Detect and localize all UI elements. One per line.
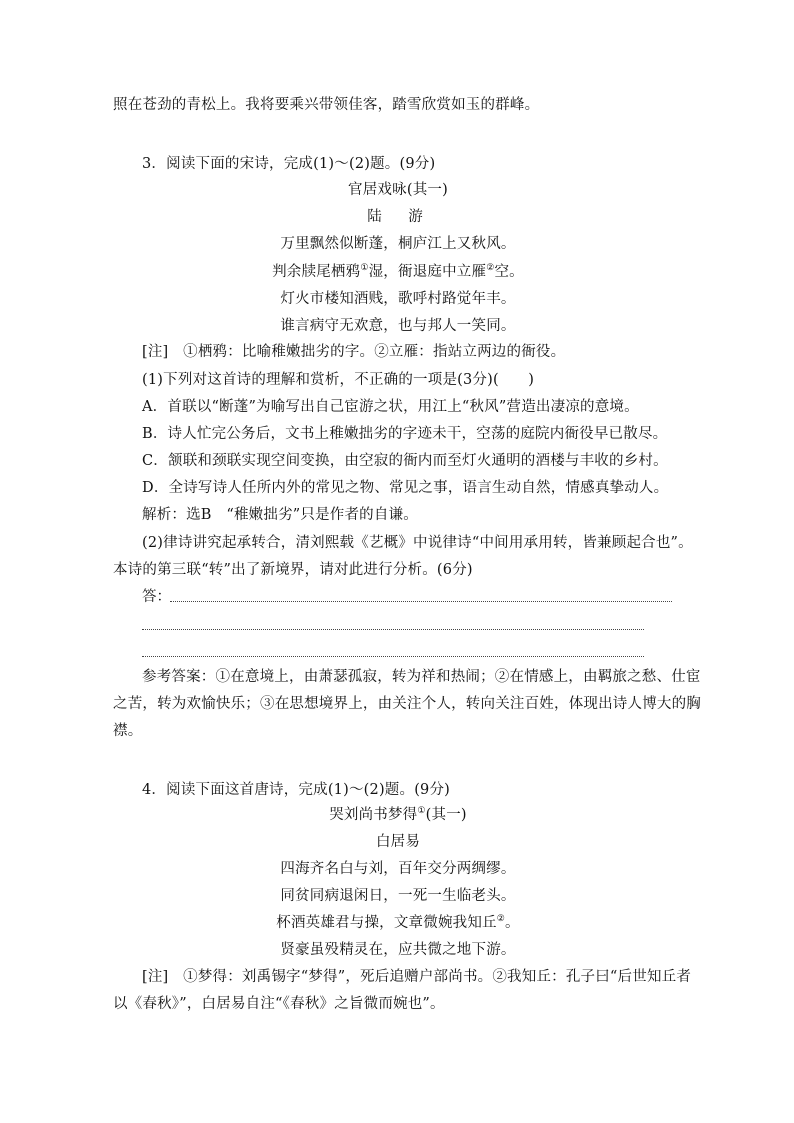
q3-poem-line-2-part-b: 湿，衙退庭中立雁 (368, 264, 487, 280)
q4-poem-line-4: 贤豪虽殁精灵在，应共微之地下游。 (280, 942, 516, 958)
q4-poem-author: 白居易 (375, 834, 421, 850)
q4-notes-line-1: [注] ①梦得：刘禹锡字“梦得”，死后追赠户部尚书。②我知丘：孔子曰“后世知丘者 (142, 969, 692, 985)
q3-poem-line-2-part-a: 判余牍尾栖鸦 (272, 264, 361, 280)
q4-poem-title (113, 805, 683, 825)
q4-notes-line-2: 以《春秋》”，白居易自注“《春秋》之旨微而婉也”。 (113, 996, 445, 1012)
q4-heading: 4．阅读下面这首唐诗，完成(1)～(2)题。(9分) (142, 782, 451, 798)
q3-poem-line-2 (113, 262, 683, 282)
q3-option-a: A．首联以“断蓬”为喻写出自己宦游之状，用江上“秋风”营造出凄凉的意境。 (142, 399, 639, 415)
q3-sub2-line-1: (2)律诗讲究起承转合，清刘熙载《艺概》中说律诗“中间用承用转，皆兼顾起合也”。 (142, 535, 693, 551)
answer-label: 答： (142, 589, 171, 605)
answer-line-2[interactable] (142, 629, 644, 630)
q3-poem-line-2-part-c: 空。 (494, 264, 524, 280)
q3-option-c: C．颔联和颈联实现空间变换，由空寂的衙内而至灯火通明的酒楼与丰收的乡村。 (142, 453, 668, 469)
q3-sub1-stem: (1)下列对这首诗的理解和赏析，不正确的一项是(3分)( ) (142, 372, 535, 388)
q3-notes: [注] ①栖鸦：比喻稚嫩拙劣的字。②立雁：指站立两边的衙役。 (142, 344, 566, 360)
note-marker-1: ① (360, 263, 369, 273)
note-marker-2: ② (496, 914, 506, 924)
q3-option-d: D．全诗写诗人任所内外的常见之物、常见之事，语言生动自然，情感真挚动人。 (142, 480, 669, 496)
q3-heading: 3．阅读下面的宋诗，完成(1)～(2)题。(9分) (142, 156, 436, 172)
q3-analysis: 解析：选B “稚嫩拙劣”只是作者的自谦。 (142, 507, 418, 523)
q4-poem-title-suffix: (其一) (425, 807, 467, 823)
q3-poem-line-1: 万里飘然似断蓬，桐庐江上又秋风。 (280, 236, 516, 252)
q3-poem-line-3: 灯火市楼知酒贱，歌呼村路觉年丰。 (280, 291, 516, 307)
q4-poem-line-3 (113, 913, 683, 933)
q3-reference-line-3: 襟。 (113, 723, 143, 739)
answer-line-3[interactable] (142, 656, 644, 657)
note-marker-1: ① (417, 806, 426, 816)
q3-reference-line-2: 之苦，转为欢愉快乐；③在思想境界上，由关注个人，转向关注百姓，体现出诗人博大的胸 (113, 696, 701, 712)
q4-poem-line-2: 同贫同病退闲日，一死一生临老头。 (280, 888, 516, 904)
q3-poem-line-4: 谁言病守无欢意，也与邦人一笑同。 (280, 318, 516, 334)
q4-poem-title-main: 哭刘尚书梦得 (329, 807, 418, 823)
q3-sub2-line-2: 本诗的第三联“转”出了新境界，请对此进行分析。(6分) (113, 562, 473, 578)
continuation-text: 照在苍劲的青松上。我将要乘兴带领佳客，踏雪欣赏如玉的群峰。 (113, 97, 540, 113)
q4-poem-line-1: 四海齐名白与刘，百年交分两绸缪。 (280, 861, 516, 877)
q4-poem-line-3-end: 。 (505, 915, 520, 931)
q3-reference-line-1: 参考答案：①在意境上，由萧瑟孤寂，转为祥和热闹；②在情感上，由羁旅之愁、仕宦 (142, 669, 701, 685)
note-marker-2: ② (486, 263, 495, 273)
q3-option-b: B．诗人忙完公务后，文书上稚嫩拙劣的字迹未干，空荡的庭院内衙役早已散尽。 (142, 426, 668, 442)
q3-poem-author: 陆 游 (367, 209, 429, 225)
q3-poem-title: 官居戏咏(其一) (348, 182, 448, 198)
answer-line-1[interactable] (170, 601, 672, 602)
q4-poem-line-3-text: 杯酒英雄君与操，文章微婉我知丘 (276, 915, 497, 931)
